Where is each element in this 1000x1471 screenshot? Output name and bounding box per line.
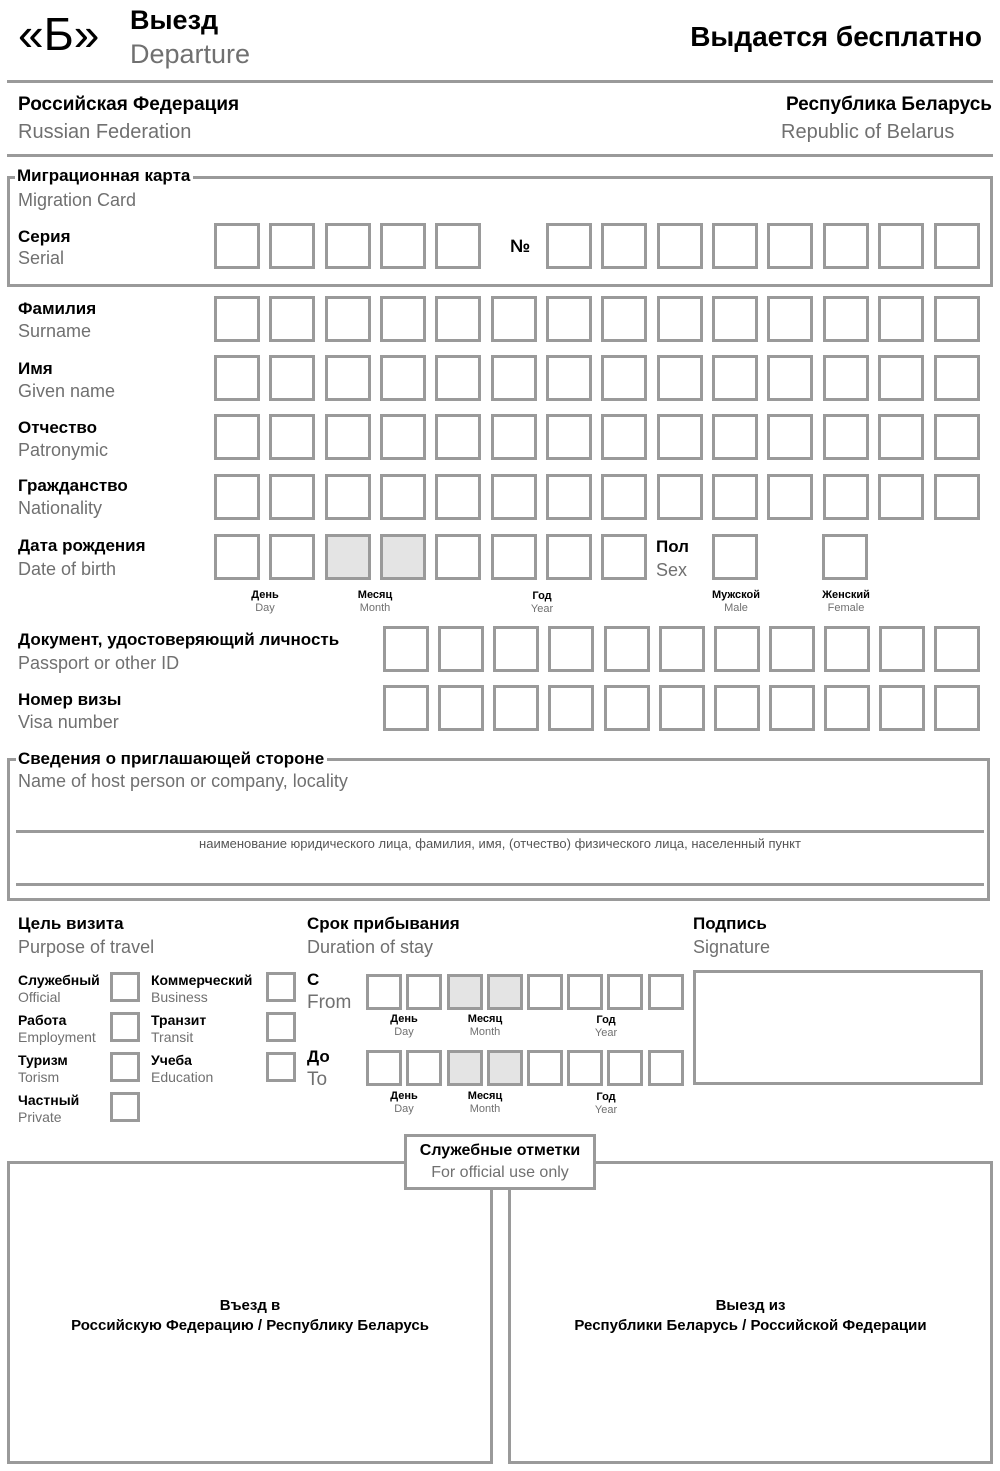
migration-card-title-en: Migration Card [18, 190, 137, 210]
divider [7, 154, 993, 157]
visa-label-ru: Номер визы [18, 690, 122, 709]
visa-box[interactable] [769, 685, 815, 731]
given-name-box[interactable] [823, 355, 869, 401]
caption-en: Month [469, 1026, 501, 1038]
dob-year-box[interactable] [435, 534, 481, 580]
option-label-en: Education [151, 1069, 214, 1085]
purpose-official-checkbox[interactable] [110, 972, 140, 1002]
surname-box[interactable] [767, 296, 813, 342]
to-day-caption [369, 1090, 439, 1116]
serial-box[interactable] [269, 223, 315, 269]
caption-en: Day [394, 1026, 414, 1038]
patronymic-box[interactable] [546, 414, 592, 460]
to-month-box[interactable] [447, 1050, 483, 1086]
visa-box[interactable] [548, 685, 594, 731]
host-title-en: Name of host person or company, locality [18, 771, 348, 791]
from-year-box[interactable] [607, 974, 643, 1010]
caption-ru: День [390, 1090, 418, 1102]
to-label-ru: До [307, 1047, 330, 1066]
purpose-transit-checkbox[interactable] [266, 1012, 296, 1042]
given-name-box[interactable] [546, 355, 592, 401]
sex-female-checkbox[interactable] [822, 534, 868, 580]
host-line-1[interactable] [16, 830, 984, 833]
given-name-box[interactable] [767, 355, 813, 401]
given-name-box[interactable] [601, 355, 647, 401]
host-line-2[interactable] [16, 883, 984, 886]
patronymic-box[interactable] [214, 414, 260, 460]
nationality-box[interactable] [934, 474, 980, 520]
nationality-box[interactable] [823, 474, 869, 520]
caption-ru: Мужской [711, 589, 761, 601]
free-notice: Выдается бесплатно [690, 21, 982, 52]
official-title-ru: Служебные отметки [419, 1142, 581, 1159]
given-name-box[interactable] [380, 355, 426, 401]
option-label-ru: Частный [18, 1092, 80, 1108]
surname-box[interactable] [380, 296, 426, 342]
nationality-box[interactable] [380, 474, 426, 520]
from-label-ru: С [307, 970, 320, 989]
signature-field[interactable] [693, 970, 983, 1085]
caption-ru: Год [532, 590, 552, 602]
caption-ru: Месяц [467, 1090, 503, 1102]
from-day-caption [369, 1013, 439, 1039]
from-year-caption [571, 1014, 641, 1040]
caption-ru: Женский [822, 589, 870, 601]
caption-en: Year [594, 1027, 618, 1039]
surname-box[interactable] [491, 296, 537, 342]
given-name-label-ru: Имя [18, 359, 53, 378]
surname-box[interactable] [325, 296, 371, 342]
caption-en: Day [255, 602, 275, 614]
to-label-en: To [307, 1069, 328, 1090]
to-day-box[interactable] [366, 1050, 402, 1086]
title-en: Departure [130, 39, 251, 69]
entry-line-1: Въезд в [219, 1297, 281, 1314]
visa-box[interactable] [659, 685, 705, 731]
surname-box[interactable] [712, 296, 758, 342]
purpose-private-checkbox[interactable] [110, 1092, 140, 1122]
visa-box[interactable] [824, 685, 870, 731]
number-box[interactable] [767, 223, 813, 269]
option-label-en: Business [151, 989, 208, 1005]
number-box[interactable] [823, 223, 869, 269]
option-label-ru: Служебный [18, 972, 100, 988]
male-caption [701, 589, 771, 615]
to-year-box[interactable] [527, 1050, 563, 1086]
surname-box[interactable] [878, 296, 924, 342]
country-right-ru: Республика Беларусь [785, 94, 992, 115]
dob-month-caption [340, 589, 410, 615]
surname-label-ru: Фамилия [18, 299, 97, 318]
dob-month-box[interactable] [380, 534, 426, 580]
patronymic-box[interactable] [823, 414, 869, 460]
option-label-ru: Работа [18, 1012, 67, 1028]
passport-label-ru: Документ, удостоверяющий личность [18, 630, 340, 649]
series-letter: «Б» [18, 8, 100, 60]
host-hint: наименование юридического лица, фамилия, имя, (отчество) физического лица, населенный пункт [199, 836, 801, 851]
dob-month-box[interactable] [325, 534, 371, 580]
dob-year-caption [507, 590, 577, 616]
country-left-ru: Российская Федерация [18, 94, 240, 115]
caption-ru: Месяц [467, 1013, 503, 1025]
to-year-caption [571, 1091, 641, 1117]
serial-box[interactable] [380, 223, 426, 269]
given-name-box[interactable] [435, 355, 481, 401]
passport-box[interactable] [934, 626, 980, 672]
caption-ru: Год [596, 1091, 616, 1103]
surname-box[interactable] [269, 296, 315, 342]
from-year-box[interactable] [527, 974, 563, 1010]
surname-box[interactable] [546, 296, 592, 342]
dob-day-box[interactable] [269, 534, 315, 580]
caption-ru: День [390, 1013, 418, 1025]
serial-label-en: Serial [18, 248, 65, 268]
sex-label-ru: Пол [656, 537, 689, 556]
visa-label-en: Visa number [18, 712, 119, 732]
from-year-box[interactable] [648, 974, 684, 1010]
number-box[interactable] [712, 223, 758, 269]
entry-line-2: Российскую Федерацию / Республику Беларусь [71, 1317, 429, 1334]
patronymic-label-en: Patronymic [18, 440, 109, 460]
patronymic-box[interactable] [878, 414, 924, 460]
caption-en: Day [394, 1103, 414, 1115]
caption-ru: Месяц [357, 589, 393, 601]
caption-en: Year [594, 1104, 618, 1116]
purpose-education-checkbox[interactable] [266, 1052, 296, 1082]
caption-en: Female [827, 602, 865, 614]
nationality-box[interactable] [269, 474, 315, 520]
number-box[interactable] [657, 223, 703, 269]
dob-day-caption [230, 589, 300, 615]
to-month-caption [450, 1090, 520, 1116]
option-label-ru: Туризм [18, 1052, 68, 1068]
to-year-box[interactable] [607, 1050, 643, 1086]
purpose-employment-checkbox[interactable] [110, 1012, 140, 1042]
nationality-box[interactable] [601, 474, 647, 520]
exit-stamp-label [508, 1296, 993, 1336]
nationality-box[interactable] [657, 474, 703, 520]
from-month-box[interactable] [487, 974, 523, 1010]
given-name-box[interactable] [878, 355, 924, 401]
passport-box[interactable] [879, 626, 925, 672]
patronymic-box[interactable] [380, 414, 426, 460]
number-box[interactable] [601, 223, 647, 269]
visa-box[interactable] [879, 685, 925, 731]
from-month-caption [450, 1013, 520, 1039]
caption-en: Month [359, 602, 391, 614]
to-year-box[interactable] [567, 1050, 603, 1086]
purpose-tourism-checkbox[interactable] [110, 1052, 140, 1082]
visa-box[interactable] [604, 685, 650, 731]
nationality-box[interactable] [712, 474, 758, 520]
to-month-box[interactable] [487, 1050, 523, 1086]
country-right-en: Republic of Belarus [781, 121, 955, 143]
patronymic-box[interactable] [601, 414, 647, 460]
title-ru: Выезд [130, 5, 219, 35]
migration-card-title-ru: Миграционная карта [15, 167, 193, 185]
nationality-label-ru: Гражданство [18, 476, 128, 495]
passport-box[interactable] [824, 626, 870, 672]
number-sign: № [510, 236, 531, 256]
dob-year-box[interactable] [491, 534, 537, 580]
surname-box[interactable] [934, 296, 980, 342]
surname-box[interactable] [601, 296, 647, 342]
number-box[interactable] [934, 223, 980, 269]
passport-box[interactable] [659, 626, 705, 672]
surname-box[interactable] [435, 296, 481, 342]
patronymic-box[interactable] [934, 414, 980, 460]
patronymic-box[interactable] [325, 414, 371, 460]
sex-male-checkbox[interactable] [712, 534, 758, 580]
nationality-box[interactable] [491, 474, 537, 520]
nationality-box[interactable] [546, 474, 592, 520]
visa-box[interactable] [934, 685, 980, 731]
serial-box[interactable] [325, 223, 371, 269]
given-name-box[interactable] [269, 355, 315, 401]
nationality-box[interactable] [878, 474, 924, 520]
given-name-box[interactable] [325, 355, 371, 401]
patronymic-box[interactable] [657, 414, 703, 460]
signature-label-ru: Подпись [693, 914, 767, 933]
duration-title-ru: Срок прибывания [307, 914, 460, 933]
surname-label-en: Surname [18, 321, 92, 341]
patronymic-box[interactable] [435, 414, 481, 460]
surname-box[interactable] [657, 296, 703, 342]
passport-box[interactable] [604, 626, 650, 672]
caption-en: Year [530, 603, 554, 615]
nationality-box[interactable] [214, 474, 260, 520]
given-name-box[interactable] [712, 355, 758, 401]
surname-box[interactable] [214, 296, 260, 342]
from-day-box[interactable] [366, 974, 402, 1010]
purpose-business-checkbox[interactable] [266, 972, 296, 1002]
signature-label-en: Signature [693, 937, 771, 957]
from-year-box[interactable] [567, 974, 603, 1010]
serial-box[interactable] [435, 223, 481, 269]
visa-box[interactable] [714, 685, 760, 731]
patronymic-box[interactable] [712, 414, 758, 460]
option-label-en: Private [18, 1109, 62, 1125]
dob-day-box[interactable] [214, 534, 260, 580]
visa-box[interactable] [493, 685, 539, 731]
patronymic-label-ru: Отчество [18, 418, 98, 437]
caption-ru: Год [596, 1014, 616, 1026]
given-name-box[interactable] [491, 355, 537, 401]
female-caption [811, 589, 881, 615]
nationality-box[interactable] [767, 474, 813, 520]
serial-box[interactable] [214, 223, 260, 269]
visa-box[interactable] [438, 685, 484, 731]
nationality-box[interactable] [435, 474, 481, 520]
dob-year-box[interactable] [546, 534, 592, 580]
option-label-en: Official [18, 989, 61, 1005]
patronymic-box[interactable] [491, 414, 537, 460]
patronymic-box[interactable] [767, 414, 813, 460]
dob-label-en: Date of birth [18, 559, 117, 579]
passport-label-en: Passport or other ID [18, 653, 180, 673]
exit-line-1: Выезд из [715, 1297, 786, 1314]
from-day-box[interactable] [406, 974, 442, 1010]
exit-line-2: Республики Беларусь / Российской Федерации [574, 1317, 927, 1334]
country-left-en: Russian Federation [18, 121, 192, 143]
option-label-ru: Коммерческий [151, 972, 253, 988]
from-month-box[interactable] [447, 974, 483, 1010]
option-label-en: Torism [18, 1069, 60, 1085]
nationality-label-en: Nationality [18, 498, 103, 518]
host-title-ru: Сведения о приглашающей стороне [16, 750, 327, 768]
dob-year-box[interactable] [601, 534, 647, 580]
caption-ru: День [251, 589, 279, 601]
official-title-en: For official use only [431, 1164, 569, 1181]
passport-box[interactable] [493, 626, 539, 672]
given-name-box[interactable] [657, 355, 703, 401]
purpose-title-en: Purpose of travel [18, 937, 155, 957]
surname-box[interactable] [823, 296, 869, 342]
to-day-box[interactable] [406, 1050, 442, 1086]
option-label-ru: Транзит [151, 1012, 207, 1028]
sex-label-en: Sex [656, 560, 688, 580]
option-label-en: Transit [151, 1029, 194, 1045]
dob-label-ru: Дата рождения [18, 536, 146, 555]
number-box[interactable] [878, 223, 924, 269]
passport-box[interactable] [769, 626, 815, 672]
to-year-box[interactable] [648, 1050, 684, 1086]
caption-en: Month [469, 1103, 501, 1115]
passport-box[interactable] [438, 626, 484, 672]
given-name-label-en: Given name [18, 381, 116, 401]
from-label-en: From [307, 992, 352, 1013]
patronymic-box[interactable] [269, 414, 315, 460]
purpose-title-ru: Цель визита [18, 914, 124, 933]
option-label-en: Employment [18, 1029, 96, 1045]
duration-title-en: Duration of stay [307, 937, 434, 957]
divider [7, 80, 993, 83]
number-box[interactable] [546, 223, 592, 269]
passport-box[interactable] [383, 626, 429, 672]
given-name-box[interactable] [214, 355, 260, 401]
given-name-box[interactable] [934, 355, 980, 401]
nationality-box[interactable] [325, 474, 371, 520]
option-label-ru: Учеба [151, 1052, 192, 1068]
caption-en: Male [724, 602, 748, 614]
visa-box[interactable] [383, 685, 429, 731]
passport-box[interactable] [548, 626, 594, 672]
entry-stamp-label [7, 1296, 493, 1336]
serial-label-ru: Серия [18, 227, 71, 246]
passport-box[interactable] [714, 626, 760, 672]
